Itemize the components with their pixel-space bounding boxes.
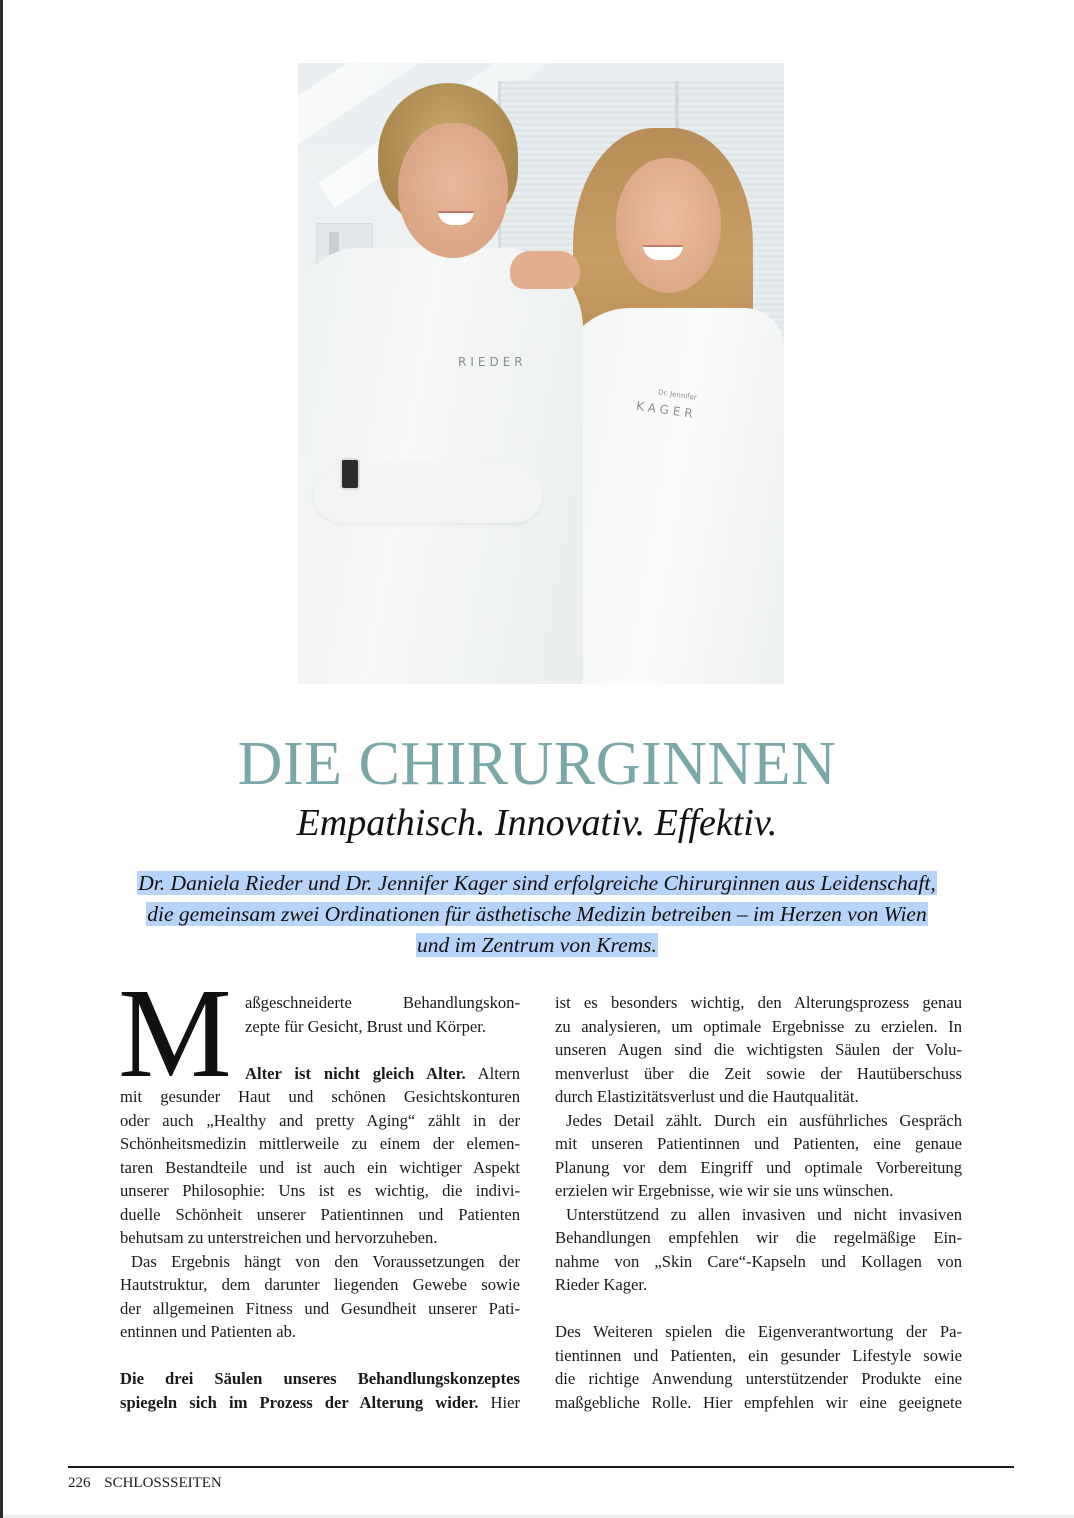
footer-rule <box>68 1466 1014 1468</box>
body-line: durch Elastizitätsverlust und die Hautqualität. <box>555 1087 859 1106</box>
bold-lead: spiegeln sich im Prozess der Alterung wider. <box>120 1392 479 1412</box>
body-line: oder auch „Healthy and pretty Aging“ zählt in der <box>120 1110 520 1130</box>
bold-lead: Alter ist nicht gleich Alter. <box>245 1063 466 1083</box>
body-line: Behandlungen empfehlen wir die regelmäßige Ein- <box>555 1228 962 1247</box>
body-line <box>120 1367 520 1391</box>
body-line <box>120 1391 520 1415</box>
body-line: Jedes Detail zählt. Durch ein ausführliches Gespräch <box>566 1110 962 1130</box>
body-line: unseren Augen sind die wichtigsten Säulen der Volu- <box>555 1040 962 1059</box>
selected-text[interactable]: und im Zentrum von Krems. <box>417 933 657 957</box>
body-line: mit unseren Patientinnen und Patienten, eine genaue <box>555 1134 962 1153</box>
body-text: Altern <box>465 1063 521 1083</box>
article-title: DIE CHIRURGINNEN <box>237 730 837 798</box>
body-line: zepte für Gesicht, Brust und Körper. <box>245 1016 487 1036</box>
body-line: aßgeschneiderte Behandlungskon- <box>245 993 520 1012</box>
article-subtitle: Empathisch. Innovativ. Effektiv. <box>296 802 778 844</box>
body-line: maßgebliche Rolle. Hier empfehlen wir eine geeignete <box>555 1392 962 1412</box>
paragraph-gap <box>120 1344 520 1368</box>
body-line: Das Ergebnis hängt von den Voraussetzungen der <box>131 1251 520 1271</box>
person-right-face <box>616 158 721 293</box>
page-number: 226 <box>68 1475 91 1491</box>
body-line: taren Bestandteile und ist auch ein wichtiger Aspekt <box>120 1157 520 1177</box>
body-line: der allgemeinen Fitness und Gesundheit unserer Pati- <box>120 1298 520 1318</box>
body-line: Schönheitsmedizin mittlerweile zu einem der elemen- <box>120 1134 520 1153</box>
body-line: tientinnen und Patienten, ein gesunder Lifestyle sowie <box>555 1345 962 1365</box>
body-line: Hautstruktur, dem darunter liegenden Gewebe sowie <box>120 1275 520 1294</box>
body-line: erzielen wir Ergebnisse, wie wir sie uns wünschen. <box>555 1181 894 1200</box>
body-text: Hier <box>478 1392 520 1412</box>
paragraph-gap <box>555 1297 962 1321</box>
body-line: nahme von „Skin Care“-Kapseln und Kollagen von <box>555 1251 962 1271</box>
body-line <box>120 1062 520 1086</box>
coat-right-logo: KAGER <box>635 398 698 422</box>
body-line: unserer Philosophie: Uns ist es wichtig, die indivi- <box>120 1181 520 1200</box>
body-line: Planung vor dem Eingriff und optimale Vorbereitung <box>555 1157 962 1177</box>
body-column-1 <box>120 991 520 1414</box>
coat-left-logo: RIEDER <box>458 355 527 369</box>
intro-line <box>0 868 1074 899</box>
body-line: menverlust über die Zeit sowie der Hautüberschuss <box>555 1063 962 1083</box>
body-line: mit gesunder Haut und schönen Gesichtskonturen <box>120 1087 520 1106</box>
page-footer <box>68 1475 222 1492</box>
drop-cap: M <box>118 962 232 1104</box>
wristwatch <box>340 458 360 490</box>
selected-text[interactable]: Dr. Daniela Rieder und Dr. Jennifer Kager sind erfolgreiche Chirurginnen aus Leidenschaft, <box>138 871 936 895</box>
bold-lead: Die drei Säulen unseres Behandlungskonzeptes <box>120 1369 520 1388</box>
body-line: ist es besonders wichtig, den Alterungsprozess genau <box>555 993 962 1012</box>
body-line: die richtige Anwendung unterstützender Produkte eine <box>555 1369 962 1388</box>
body-line: Des Weiteren spielen die Eigenverantwortung der Pa- <box>555 1322 962 1341</box>
person-right-coat <box>560 308 784 684</box>
coat-right-name: Dr. Jennifer <box>657 388 698 402</box>
portrait-photo <box>298 63 784 684</box>
body-line: Unterstützend zu allen invasiven und nicht invasiven <box>566 1204 962 1224</box>
body-line: duelle Schönheit unserer Patientinnen und Patienten <box>120 1204 520 1224</box>
person-left-face <box>398 123 508 258</box>
publication-name: SCHLOSSSEITEN <box>104 1475 222 1491</box>
article-intro[interactable] <box>0 868 1074 961</box>
intro-line <box>0 930 1074 961</box>
body-line: behutsam zu unterstreichen und hervorzuheben. <box>120 1228 438 1247</box>
hand-on-shoulder <box>510 251 580 289</box>
body-column-2 <box>555 991 962 1414</box>
selected-text[interactable]: die gemeinsam zwei Ordinationen für ästhetische Medizin betreiben – im Herzen von Wien <box>147 902 927 926</box>
body-line: entinnen und Patienten ab. <box>120 1322 297 1341</box>
body-line: zu analysieren, um optimale Ergebnisse zu erzielen. In <box>555 1016 962 1036</box>
body-line: Rieder Kager. <box>555 1275 648 1294</box>
paragraph-gap <box>120 1038 520 1062</box>
intro-line <box>0 899 1074 930</box>
